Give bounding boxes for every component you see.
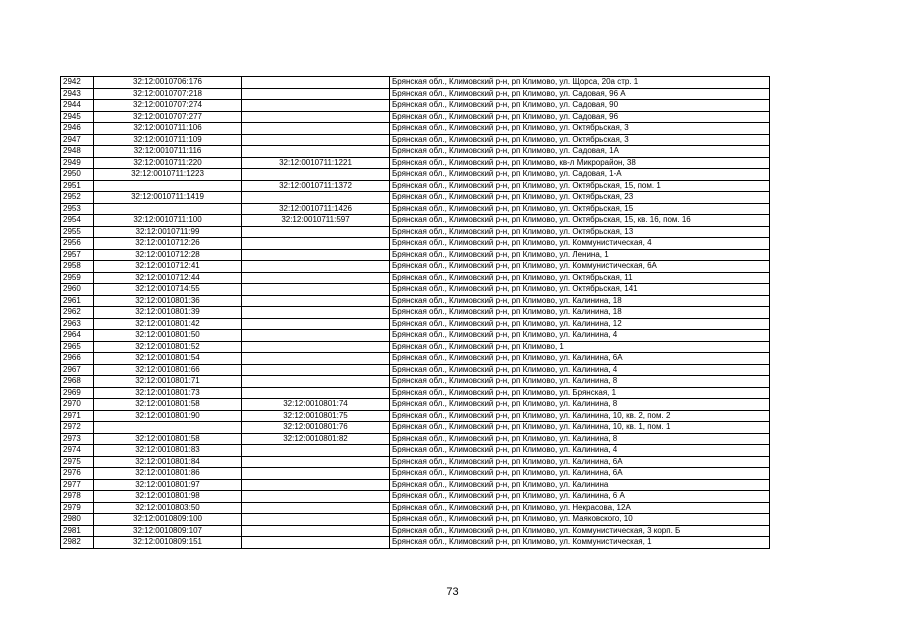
table-row	[61, 157, 770, 169]
address-cell: Брянская обл., Климовский р-н, рп Климово, ул. Коммунистическая, 4	[390, 238, 770, 250]
address-cell: Брянская обл., Климовский р-н, рп Климово, ул. Октябрьская, 15	[390, 203, 770, 215]
cadastral-number-cell: 32:12:0010801:83	[94, 445, 242, 457]
address-cell: Брянская обл., Климовский р-н, рп Климово, ул. Калинина, 4	[390, 445, 770, 457]
cadastral-number-cell: 32:12:0010801:52	[94, 341, 242, 353]
cadastral-number-cell: 32:12:0010711:1223	[94, 169, 242, 181]
linked-cadastral-number-cell	[242, 226, 390, 238]
address-cell: Брянская обл., Климовский р-н, рп Климово, ул. Садовая, 1-А	[390, 169, 770, 181]
linked-cadastral-number-cell: 32:12:0010711:597	[242, 215, 390, 227]
linked-cadastral-number-cell: 32:12:0010711:1426	[242, 203, 390, 215]
row-number-cell: 2954	[61, 215, 94, 227]
row-number-cell: 2947	[61, 134, 94, 146]
row-number-cell: 2950	[61, 169, 94, 181]
cadastral-number-cell: 32:12:0010711:109	[94, 134, 242, 146]
linked-cadastral-number-cell	[242, 238, 390, 250]
address-cell: Брянская обл., Климовский р-н, рп Климово, ул. Октябрьская, 3	[390, 134, 770, 146]
cadastral-number-cell: 32:12:0010714:55	[94, 284, 242, 296]
row-number-cell: 2972	[61, 422, 94, 434]
page-number: 73	[446, 586, 459, 598]
row-number-cell: 2942	[61, 77, 94, 89]
linked-cadastral-number-cell: 32:12:0010711:1221	[242, 157, 390, 169]
linked-cadastral-number-cell	[242, 307, 390, 319]
linked-cadastral-number-cell	[242, 111, 390, 123]
linked-cadastral-number-cell	[242, 261, 390, 273]
table-row	[61, 525, 770, 537]
table-row	[61, 387, 770, 399]
cadastral-number-cell: 32:12:0010801:84	[94, 456, 242, 468]
address-cell: Брянская обл., Климовский р-н, рп Климово, ул. Коммунистическая, 3 корп. Б	[390, 525, 770, 537]
address-cell: Брянская обл., Климовский р-н, рп Климово, ул. Октябрьская, 15, пом. 1	[390, 180, 770, 192]
table-row	[61, 226, 770, 238]
linked-cadastral-number-cell	[242, 272, 390, 284]
address-cell: Брянская обл., Климовский р-н, рп Климово, ул. Маяковского, 10	[390, 514, 770, 526]
address-cell: Брянская обл., Климовский р-н, рп Климово, ул. Калинина, 6А	[390, 456, 770, 468]
address-cell: Брянская обл., Климовский р-н, рп Климово, ул. Садовая, 96 А	[390, 88, 770, 100]
table-row	[61, 422, 770, 434]
row-number-cell: 2953	[61, 203, 94, 215]
address-cell: Брянская обл., Климовский р-н, рп Климово, ул. Калинина, 6А	[390, 468, 770, 480]
row-number-cell: 2967	[61, 364, 94, 376]
row-number-cell: 2971	[61, 410, 94, 422]
cadastral-number-cell	[94, 180, 242, 192]
row-number-cell: 2975	[61, 456, 94, 468]
table-row	[61, 433, 770, 445]
address-cell: Брянская обл., Климовский р-н, рп Климово, 1	[390, 341, 770, 353]
table-row	[61, 479, 770, 491]
table-row	[61, 330, 770, 342]
table-row	[61, 215, 770, 227]
address-cell: Брянская обл., Климовский р-н, рп Климово, ул. Ленина, 1	[390, 249, 770, 261]
cadastral-number-cell: 32:12:0010711:99	[94, 226, 242, 238]
table-row	[61, 111, 770, 123]
table-row	[61, 514, 770, 526]
linked-cadastral-number-cell: 32:12:0010801:75	[242, 410, 390, 422]
row-number-cell: 2946	[61, 123, 94, 135]
cadastral-number-cell: 32:12:0010801:58	[94, 399, 242, 411]
cadastral-number-cell: 32:12:0010711:100	[94, 215, 242, 227]
table-row	[61, 341, 770, 353]
linked-cadastral-number-cell: 32:12:0010711:1372	[242, 180, 390, 192]
row-number-cell: 2944	[61, 100, 94, 112]
address-cell: Брянская обл., Климовский р-н, рп Климово, ул. Калинина, 6А	[390, 353, 770, 365]
table-row	[61, 491, 770, 503]
cadastral-number-cell: 32:12:0010707:218	[94, 88, 242, 100]
address-cell: Брянская обл., Климовский р-н, рп Климово, ул. Калинина, 4	[390, 330, 770, 342]
linked-cadastral-number-cell	[242, 318, 390, 330]
address-cell: Брянская обл., Климовский р-н, рп Климово, ул. Октябрьская, 13	[390, 226, 770, 238]
table-row	[61, 169, 770, 181]
row-number-cell: 2957	[61, 249, 94, 261]
row-number-cell: 2970	[61, 399, 94, 411]
address-cell: Брянская обл., Климовский р-н, рп Климово, ул. Калинина, 18	[390, 295, 770, 307]
cadastral-number-cell: 32:12:0010801:58	[94, 433, 242, 445]
row-number-cell: 2951	[61, 180, 94, 192]
linked-cadastral-number-cell	[242, 192, 390, 204]
linked-cadastral-number-cell	[242, 134, 390, 146]
cadastral-number-cell	[94, 422, 242, 434]
address-cell: Брянская обл., Климовский р-н, рп Климово, ул. Октябрьская, 11	[390, 272, 770, 284]
row-number-cell: 2965	[61, 341, 94, 353]
linked-cadastral-number-cell	[242, 77, 390, 89]
cadastral-number-cell	[94, 203, 242, 215]
linked-cadastral-number-cell	[242, 502, 390, 514]
address-cell: Брянская обл., Климовский р-н, рп Климово, ул. Калинина, 8	[390, 399, 770, 411]
row-number-cell: 2952	[61, 192, 94, 204]
cadastral-number-cell: 32:12:0010801:66	[94, 364, 242, 376]
address-cell: Брянская обл., Климовский р-н, рп Климово, ул. Калинина	[390, 479, 770, 491]
cadastral-number-cell: 32:12:0010707:277	[94, 111, 242, 123]
cadastral-number-cell: 32:12:0010801:50	[94, 330, 242, 342]
linked-cadastral-number-cell	[242, 123, 390, 135]
cadastral-number-cell: 32:12:0010711:116	[94, 146, 242, 158]
address-cell: Брянская обл., Климовский р-н, рп Климово, ул. Калинина, 10, кв. 1, пом. 1	[390, 422, 770, 434]
cadastral-number-cell: 32:12:0010801:42	[94, 318, 242, 330]
table-row	[61, 468, 770, 480]
row-number-cell: 2958	[61, 261, 94, 273]
row-number-cell: 2976	[61, 468, 94, 480]
table-row	[61, 88, 770, 100]
cadastral-number-cell: 32:12:0010801:39	[94, 307, 242, 319]
linked-cadastral-number-cell	[242, 146, 390, 158]
registry-table	[60, 76, 770, 549]
table-row	[61, 364, 770, 376]
row-number-cell: 2945	[61, 111, 94, 123]
address-cell: Брянская обл., Климовский р-н, рп Климово, ул. Калинина, 10, кв. 2, пом. 2	[390, 410, 770, 422]
address-cell: Брянская обл., Климовский р-н, рп Климово, ул. Калинина, 8	[390, 376, 770, 388]
table-row	[61, 134, 770, 146]
table-row	[61, 502, 770, 514]
linked-cadastral-number-cell: 32:12:0010801:76	[242, 422, 390, 434]
linked-cadastral-number-cell	[242, 514, 390, 526]
table-row	[61, 180, 770, 192]
row-number-cell: 2955	[61, 226, 94, 238]
address-cell: Брянская обл., Климовский р-н, рп Климово, ул. Калинина, 18	[390, 307, 770, 319]
row-number-cell: 2978	[61, 491, 94, 503]
row-number-cell: 2974	[61, 445, 94, 457]
row-number-cell: 2943	[61, 88, 94, 100]
linked-cadastral-number-cell	[242, 537, 390, 549]
cadastral-number-cell: 32:12:0010706:176	[94, 77, 242, 89]
row-number-cell: 2977	[61, 479, 94, 491]
cadastral-number-cell: 32:12:0010711:220	[94, 157, 242, 169]
linked-cadastral-number-cell	[242, 353, 390, 365]
table-row	[61, 249, 770, 261]
table-row	[61, 445, 770, 457]
address-cell: Брянская обл., Климовский р-н, рп Климово, ул. Октябрьская, 141	[390, 284, 770, 296]
table-row	[61, 537, 770, 549]
linked-cadastral-number-cell: 32:12:0010801:82	[242, 433, 390, 445]
linked-cadastral-number-cell	[242, 376, 390, 388]
cadastral-number-cell: 32:12:0010801:98	[94, 491, 242, 503]
cadastral-number-cell: 32:12:0010809:107	[94, 525, 242, 537]
cadastral-number-cell: 32:12:0010711:1419	[94, 192, 242, 204]
linked-cadastral-number-cell	[242, 479, 390, 491]
address-cell: Брянская обл., Климовский р-н, рп Климово, ул. Калинина, 12	[390, 318, 770, 330]
table-row	[61, 295, 770, 307]
cadastral-number-cell: 32:12:0010801:54	[94, 353, 242, 365]
table-row	[61, 318, 770, 330]
linked-cadastral-number-cell	[242, 295, 390, 307]
table-row	[61, 307, 770, 319]
cadastral-number-cell: 32:12:0010809:151	[94, 537, 242, 549]
linked-cadastral-number-cell	[242, 284, 390, 296]
table-row	[61, 192, 770, 204]
table-row	[61, 123, 770, 135]
cadastral-number-cell: 32:12:0010803:50	[94, 502, 242, 514]
cadastral-number-cell: 32:12:0010711:106	[94, 123, 242, 135]
linked-cadastral-number-cell	[242, 364, 390, 376]
table-row	[61, 456, 770, 468]
cadastral-number-cell: 32:12:0010801:36	[94, 295, 242, 307]
cadastral-number-cell: 32:12:0010801:71	[94, 376, 242, 388]
linked-cadastral-number-cell	[242, 445, 390, 457]
row-number-cell: 2968	[61, 376, 94, 388]
address-cell: Брянская обл., Климовский р-н, рп Климово, ул. Калинина, 8	[390, 433, 770, 445]
cadastral-number-cell: 32:12:0010707:274	[94, 100, 242, 112]
row-number-cell: 2966	[61, 353, 94, 365]
address-cell: Брянская обл., Климовский р-н, рп Климово, ул. Октябрьская, 3	[390, 123, 770, 135]
row-number-cell: 2981	[61, 525, 94, 537]
row-number-cell: 2961	[61, 295, 94, 307]
address-cell: Брянская обл., Климовский р-н, рп Климово, ул. Садовая, 1А	[390, 146, 770, 158]
table-row	[61, 261, 770, 273]
cadastral-number-cell: 32:12:0010801:86	[94, 468, 242, 480]
table-row	[61, 77, 770, 89]
table-row	[61, 238, 770, 250]
row-number-cell: 2959	[61, 272, 94, 284]
row-number-cell: 2969	[61, 387, 94, 399]
address-cell: Брянская обл., Климовский р-н, рп Климово, ул. Коммунистическая, 6А	[390, 261, 770, 273]
cadastral-number-cell: 32:12:0010809:100	[94, 514, 242, 526]
row-number-cell: 2948	[61, 146, 94, 158]
linked-cadastral-number-cell	[242, 249, 390, 261]
address-cell: Брянская обл., Климовский р-н, рп Климово, ул. Октябрьская, 15, кв. 16, пом. 16	[390, 215, 770, 227]
linked-cadastral-number-cell	[242, 456, 390, 468]
row-number-cell: 2962	[61, 307, 94, 319]
linked-cadastral-number-cell	[242, 341, 390, 353]
linked-cadastral-number-cell	[242, 387, 390, 399]
row-number-cell: 2980	[61, 514, 94, 526]
table-row	[61, 376, 770, 388]
address-cell: Брянская обл., Климовский р-н, рп Климово, ул. Коммунистическая, 1	[390, 537, 770, 549]
cadastral-number-cell: 32:12:0010712:26	[94, 238, 242, 250]
address-cell: Брянская обл., Климовский р-н, рп Климово, ул. Октябрьская, 23	[390, 192, 770, 204]
row-number-cell: 2956	[61, 238, 94, 250]
table-row	[61, 203, 770, 215]
address-cell: Брянская обл., Климовский р-н, рп Климово, ул. Калинина, 4	[390, 364, 770, 376]
cadastral-number-cell: 32:12:0010712:28	[94, 249, 242, 261]
address-cell: Брянская обл., Климовский р-н, рп Климово, ул. Калинина, 6 А	[390, 491, 770, 503]
cadastral-number-cell: 32:12:0010712:41	[94, 261, 242, 273]
table-row	[61, 284, 770, 296]
table-row	[61, 272, 770, 284]
row-number-cell: 2960	[61, 284, 94, 296]
row-number-cell: 2979	[61, 502, 94, 514]
linked-cadastral-number-cell: 32:12:0010801:74	[242, 399, 390, 411]
address-cell: Брянская обл., Климовский р-н, рп Климово, ул. Щорса, 20а стр. 1	[390, 77, 770, 89]
cadastral-number-cell: 32:12:0010712:44	[94, 272, 242, 284]
linked-cadastral-number-cell	[242, 491, 390, 503]
address-cell: Брянская обл., Климовский р-н, рп Климово, ул. Садовая, 96	[390, 111, 770, 123]
cadastral-number-cell: 32:12:0010801:90	[94, 410, 242, 422]
registry-table-body	[61, 77, 770, 549]
table-row	[61, 353, 770, 365]
linked-cadastral-number-cell	[242, 100, 390, 112]
table-row	[61, 100, 770, 112]
address-cell: Брянская обл., Климовский р-н, рп Климово, ул. Садовая, 90	[390, 100, 770, 112]
cadastral-number-cell: 32:12:0010801:97	[94, 479, 242, 491]
cadastral-number-cell: 32:12:0010801:73	[94, 387, 242, 399]
row-number-cell: 2949	[61, 157, 94, 169]
table-row	[61, 146, 770, 158]
row-number-cell: 2982	[61, 537, 94, 549]
address-cell: Брянская обл., Климовский р-н, рп Климово, ул. Брянская, 1	[390, 387, 770, 399]
linked-cadastral-number-cell	[242, 525, 390, 537]
address-cell: Брянская обл., Климовский р-н, рп Климово, кв-л Микрорайон, 38	[390, 157, 770, 169]
linked-cadastral-number-cell	[242, 468, 390, 480]
row-number-cell: 2963	[61, 318, 94, 330]
table-row	[61, 410, 770, 422]
linked-cadastral-number-cell	[242, 330, 390, 342]
row-number-cell: 2964	[61, 330, 94, 342]
linked-cadastral-number-cell	[242, 169, 390, 181]
table-row	[61, 399, 770, 411]
row-number-cell: 2973	[61, 433, 94, 445]
address-cell: Брянская обл., Климовский р-н, рп Климово, ул. Некрасова, 12А	[390, 502, 770, 514]
linked-cadastral-number-cell	[242, 88, 390, 100]
